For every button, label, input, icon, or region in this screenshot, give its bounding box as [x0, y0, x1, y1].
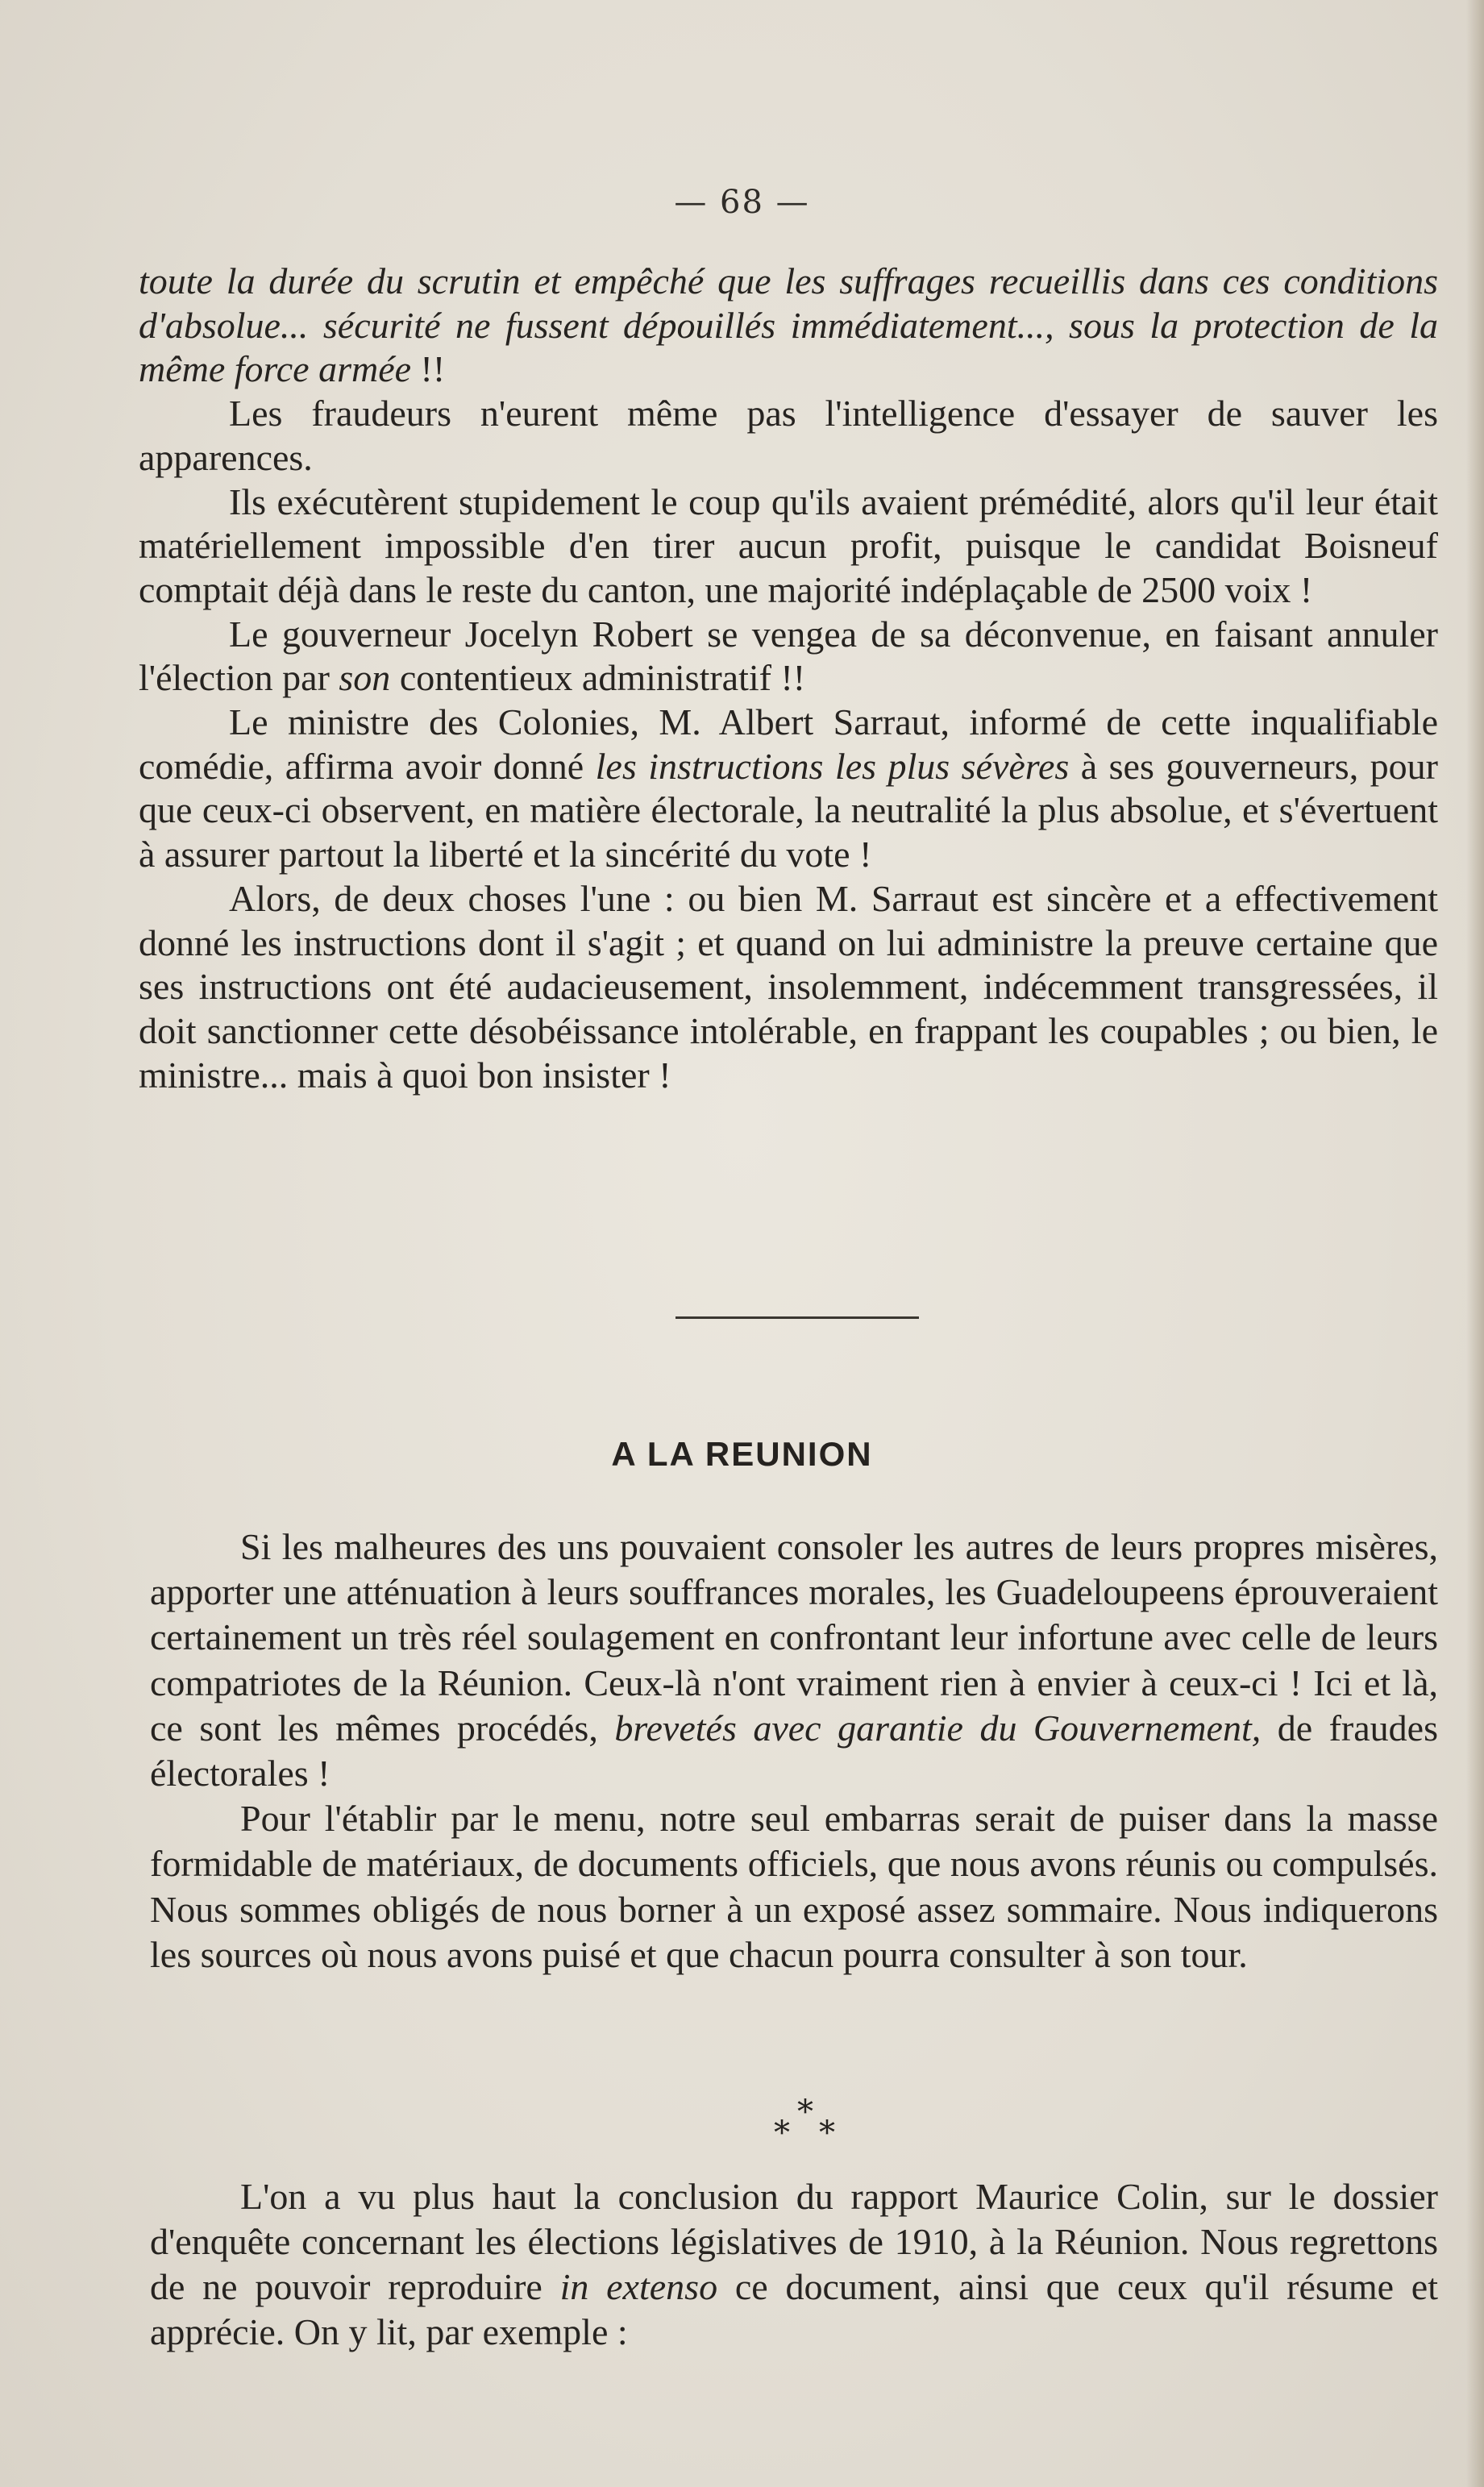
asterism-separator	[766, 2096, 846, 2161]
paragraph	[150, 1524, 1438, 1796]
text-run: Les fraudeurs n'eurent même pas l'intelligence d'essayer de sauver les apparences.	[139, 393, 1438, 478]
paragraph	[139, 613, 1438, 701]
text-block-colin-report	[150, 2174, 1438, 2355]
paragraph	[139, 480, 1438, 613]
asterism-star: *	[797, 2094, 813, 2131]
text-run: Le gouverneur Jocelyn Robert se vengea de sa déconvenue, en faisant annuler l'élection par	[139, 613, 1438, 699]
text-run: Pour l'établir par le menu, notre seul embarras serait de puiser dans la masse formidable de matériaux, de documents officiels, que nous avons réunis ou compulsés. Nous sommes obligés de nous borner à un exposé assez sommaire. Nous indiquerons les sources où nous avons puisé et que chacun pourra consulter à son tour.	[150, 1798, 1438, 1975]
text-run: Ils exécutèrent stupidement le coup qu'ils avaient prémédité, alors qu'il leur était matériellement impossible d'en tirer aucun profit, puisque le candidat Boisneuf comptait déjà dans le reste du canton, une majorité indéplaçable de 2500 voix !	[139, 480, 1438, 610]
text-block-reunion-intro	[150, 1524, 1438, 1978]
section-divider-rule	[675, 1316, 919, 1319]
text-run: !!	[411, 348, 446, 390]
italic-text: brevetés avec garantie du Gouvernement,	[614, 1707, 1262, 1749]
page-number: — 68 —	[674, 184, 810, 221]
text-run: L'on a vu plus haut la conclusion du rapport Maurice Colin, sur le dossier d'enquête concernant les élections législatives de 1910, à la Réunion. Nous regrettons de ne pouvoir reproduire	[150, 2176, 1438, 2307]
page-edge-shadow	[1466, 0, 1484, 2487]
text-run: Si les malheures des uns pouvaient consoler les autres de leurs propres misères, apporter une atténuation à leurs souffrances morales, les Guadeloupeens éprouveraient certainement un très réel soulagement en confrontant leur infortune avec celle de leurs compatriotes de la Réunion. Ceux-là n'ont vraiment rien à envier à ceux-ci ! Ici et là, ce sont les mêmes procédés,	[150, 1526, 1438, 1749]
asterism-star: *	[774, 2115, 790, 2152]
paragraph	[150, 1796, 1438, 1978]
text-run: Alors, de deux choses l'une : ou bien M. Sarraut est sincère et a effectivement donné les instructions dont il s'agit ; et quand on lui administre la preuve certaine que ses instructions ont été audacieusement, insolemment, indécemment transgressées, il doit sanctionner cette désobéissance intolérable, en frappant les coupables ; ou bien, le ministre... mais à quoi bon insister !	[139, 877, 1438, 1096]
text-run: contentieux administratif !!	[390, 657, 806, 699]
paragraph	[139, 392, 1438, 480]
italic-text: son	[339, 657, 391, 699]
text-run: Le ministre des Colonies, M. Albert Sarraut, informé de cette inqualifiable comédie, affirma avoir donné	[139, 701, 1438, 787]
italic-text: les instructions les plus sévères	[595, 745, 1070, 787]
asterism-star: *	[819, 2115, 835, 2152]
italic-text: in extenso	[559, 2266, 718, 2307]
text-run: à ses gouverneurs, pour que ceux-ci observent, en matière électorale, la neutralité la plus absolue, et s'évertuent à assurer partout la liberté et la sincérité du vote !	[139, 745, 1438, 875]
text-block-fraud-account	[139, 260, 1438, 1097]
section-heading: A LA REUNION	[611, 1435, 873, 1473]
paragraph	[139, 260, 1438, 392]
text-run: de fraudes électorales !	[150, 1707, 1438, 1795]
text-run: ce document, ainsi que ceux qu'il résume et apprécie. On y lit, par exemple :	[150, 2266, 1438, 2352]
paragraph	[139, 877, 1438, 1098]
paragraph	[139, 701, 1438, 877]
paragraph	[150, 2174, 1438, 2355]
italic-text: toute la durée du scrutin et empêché que les suffrages recueillis dans ces conditions d'absolue... sécurité ne fussent dépouillés immédiatement..., sous la protection de la même force armée	[139, 260, 1438, 390]
